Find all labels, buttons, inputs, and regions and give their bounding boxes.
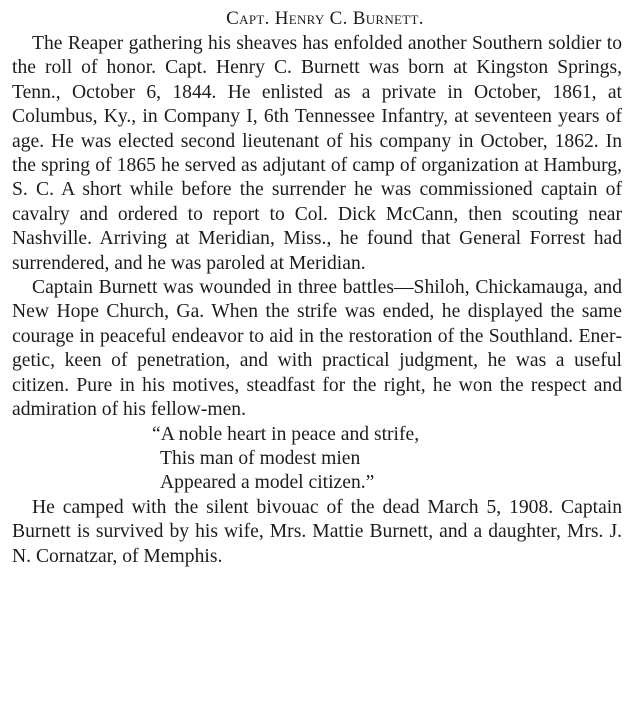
obituary-paragraph-3: He camped with the silent bivouac of the dead March 5, 1908. Captain Burnett is survived by his wife, Mrs. Mattie Burnett, and a daughter, Mrs. J. N. Cornatzar, of Memphis. [12,496,622,567]
obituary-page [12,6,622,569]
verse-line-3: Appeared a model citizen.” [160,472,375,494]
obituary-paragraph-1: The Reaper gathering his sheaves has enfolded another Southern soldier to the roll of honor. Capt. Henry C. Burnett was born at Kingston Springs, Tenn., October 6, 1844. He enlisted as a private in October, 1861, at Columbus, Ky., in Company I, 6th Tennessee Infantry, at seventeen years of age. He was elected second lieutenant of his company in October, 1862. In the spring of 1865 he served as adjutant of camp of organization at Hamburg, S. C. A short while before the surrender he was commissioned captain of cavalry and ordered to report to Col. Dick McCann, then scouting near Nashville. Arriving at Meridian, Miss., he found that General Forrest had surrendered, and he was paroled at Meridian. [12,33,622,274]
obituary-title: Capt. Henry C. Burnett. [226,8,424,29]
verse-quote [12,423,622,496]
verse-line-2: This man of modest mien [160,447,361,469]
verse-line-1: “A noble heart in peace and strife, [152,423,420,445]
obituary-paragraph-2: Captain Burnett was wounded in three battles—Shiloh, Chickamauga, and New Hope Church, Ga. When the strife was ended, he displayed the same courage in peaceful endeavor to aid in the restoration of the Southland. Energetic, keen of penetration, and with practical judgment, he was a useful citizen. Pure in his motives, steadfast for the right, he won the respect and admiration of his fellow-men. [12,277,622,421]
